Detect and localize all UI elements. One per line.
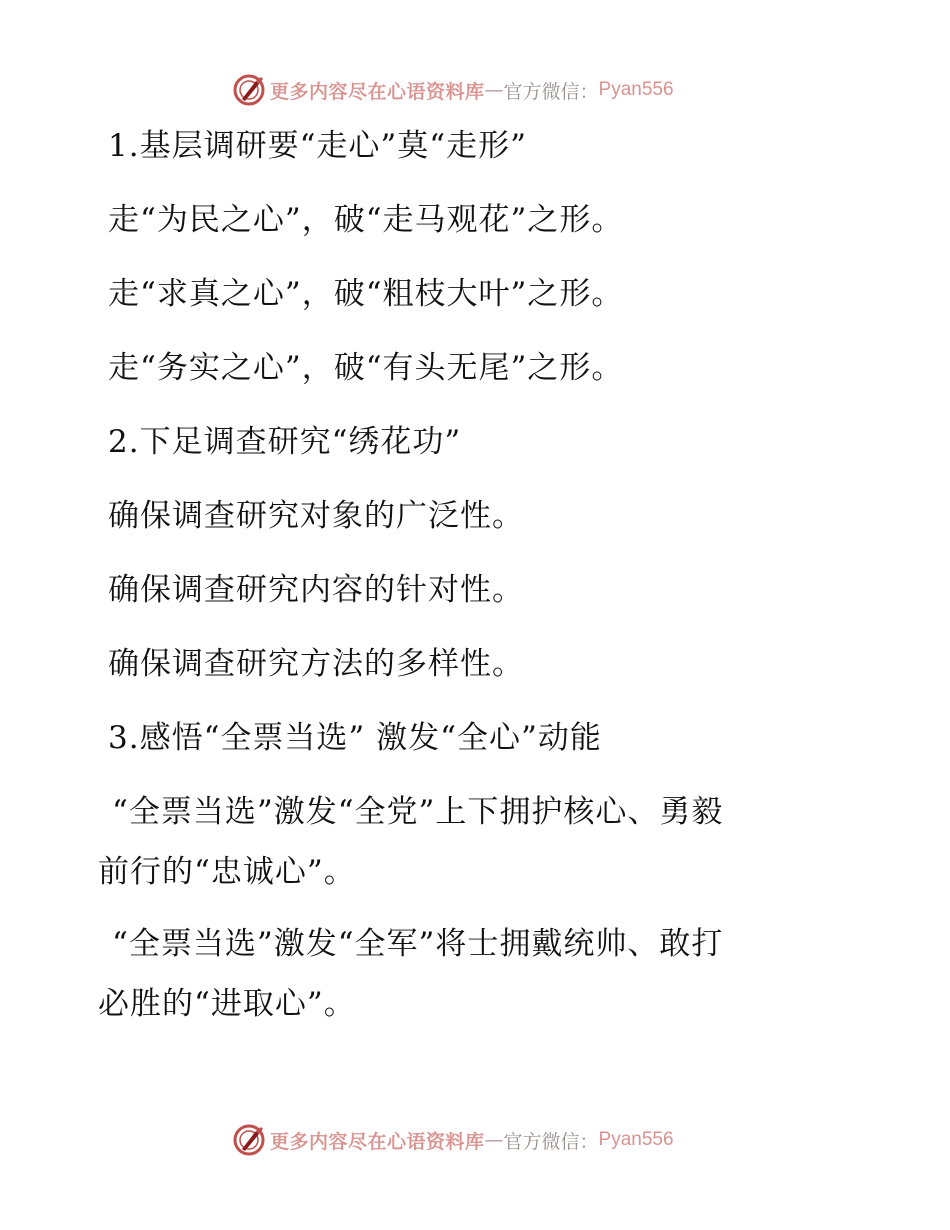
watermark-wechat-id: Pyan556 [598, 79, 674, 100]
list-item-1-1: 走“为民之心”，破“走马观花”之形。 [108, 202, 624, 238]
watermark-dash: — [484, 79, 504, 101]
pen-nib-seal-icon [232, 73, 266, 107]
section-heading-2: 2.下足调查研究“绣花功” [108, 424, 462, 460]
watermark-official-label: 官方微信： [503, 1130, 599, 1153]
list-item-2-2: 确保调查研究内容的针对性。 [108, 572, 524, 608]
list-item-1-2: 走“求真之心”，破“粗枝大叶”之形。 [108, 276, 624, 312]
watermark-official-label: 官方微信： [503, 80, 599, 103]
paragraph-3-1-line-2: 前行的“忠诚心”。 [98, 854, 356, 890]
paragraph-3-2-line-1: “全票当选”激发“全军”将士拥戴统帅、敢打 [112, 926, 724, 962]
watermark-wechat-id: Pyan556 [598, 1129, 674, 1150]
list-item-2-1: 确保调查研究对象的广泛性。 [108, 498, 524, 534]
header-watermark [232, 72, 674, 108]
section-heading-1: 1.基层调研要“走心”莫“走形” [108, 128, 527, 164]
list-item-1-3: 走“务实之心”，破“有头无尾”之形。 [108, 350, 624, 386]
watermark-dash: — [484, 1129, 504, 1151]
watermark-main-text: 更多内容尽在心语资料库 [270, 80, 485, 103]
list-item-2-3: 确保调查研究方法的多样性。 [108, 646, 524, 682]
paragraph-3-1-line-1: “全票当选”激发“全党”上下拥护核心、勇毅 [112, 794, 724, 830]
paragraph-3-2-line-2: 必胜的“进取心”。 [98, 986, 356, 1022]
section-heading-3: 3.感悟“全票当选” 激发“全心”动能 [108, 720, 602, 756]
watermark-main-text: 更多内容尽在心语资料库 [270, 1130, 485, 1153]
pen-nib-seal-icon [232, 1123, 266, 1157]
footer-watermark [232, 1122, 674, 1158]
